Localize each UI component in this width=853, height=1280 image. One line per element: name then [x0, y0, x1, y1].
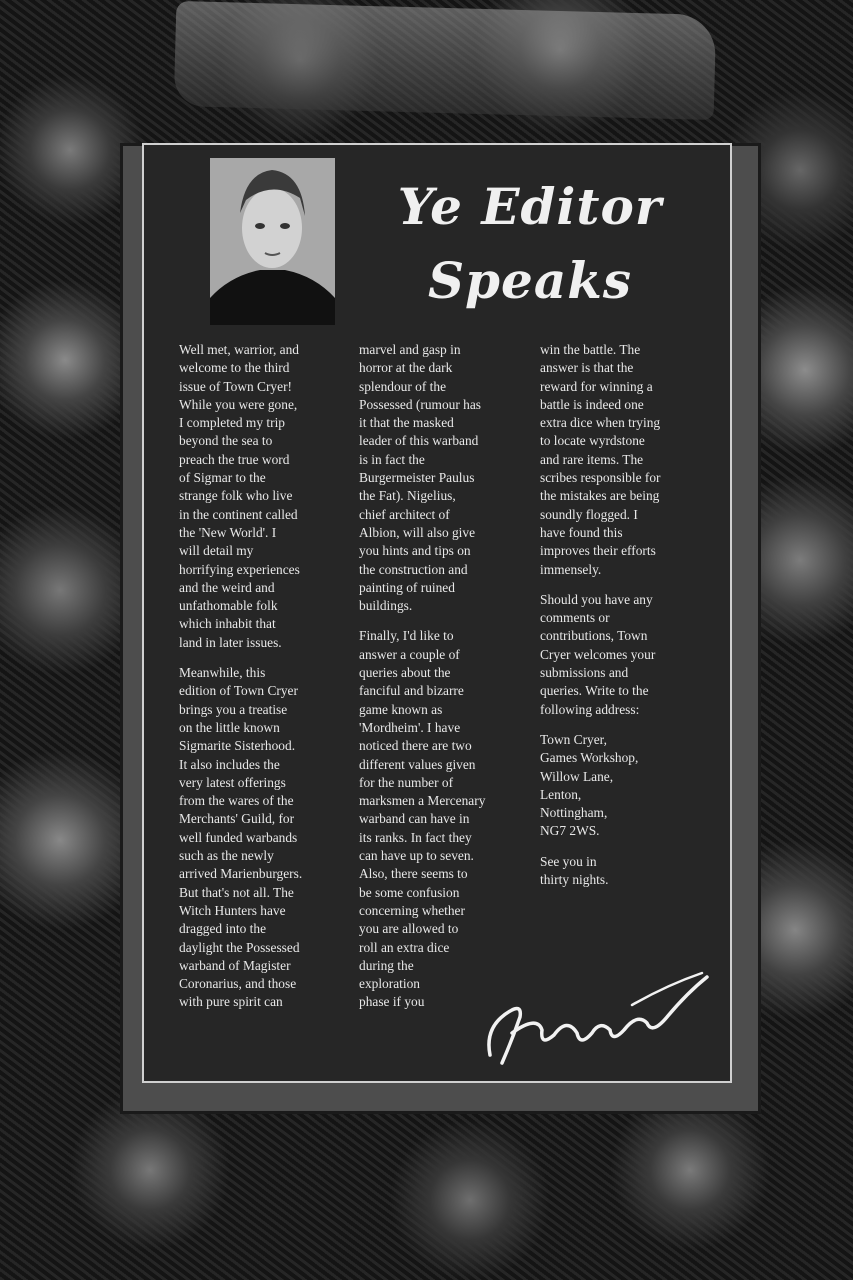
text-column-1 [179, 341, 347, 1024]
paragraph: marvel and gasp in horror at the dark splendour of the Possessed (rumour has it that the masked leader of this warband is in fact the Burgermeister Paulus the Fat). Nigelius, chief architect of Albion, will also give you hints and tips on the construction and painting of ruined buildings. [359, 342, 481, 614]
editor-photo [210, 158, 335, 325]
title-line-2: Speaks [427, 251, 633, 310]
editor-portrait-icon [210, 158, 335, 325]
paragraph: win the battle. The answer is that the reward for winning a battle is indeed one extra dice when trying to locate wyrdstone and rare items. The scribes responsible for the mistakes are being soundly flogged. I have found this improves their efforts immensely. [540, 342, 661, 577]
signature-scribble [482, 955, 712, 1070]
closing-line: See you in thirty nights. [540, 853, 609, 888]
page-title [370, 170, 690, 318]
paragraph: Meanwhile, this edition of Town Cryer brings you a treatise on the little known Sigmarite Sisterhood. It also includes the very latest offerings from the wares of the Merchants' Guild, for well funded warbands such as the newly arrived Marienburgers. But that's not all. The Witch Hunters have dragged into the daylight the Possessed warband of Magister Coronarius, and those with pure spirit can [179, 665, 303, 1010]
paragraph: Should you have any comments or contributions, Town Cryer welcomes your submissions and queries. Write to the following address: [540, 591, 656, 717]
top-scroll-banner [174, 1, 717, 120]
paragraph: Well met, warrior, and welcome to the third issue of Town Cryer! While you were gone, I completed my trip beyond the sea to preach the true word of Sigmar to the strange folk who live in the continent called the 'New World'. I will detail my horrifying experiences and the weird and unfathomable folk which inhabit that land in later issues. [179, 342, 300, 650]
paragraph: Finally, I'd like to answer a couple of queries about the fanciful and bizarre game known as 'Mordheim'. I have noticed there are two different values given for the number of marksmen a Mercenary warband can have in its ranks. In fact they can have up to seven. Also, there seems to be some confusion concerning whether you are allowed to roll an extra dice during the exploration phase if you [359, 628, 486, 1010]
text-column-3 [540, 341, 710, 901]
text-column-2 [359, 341, 527, 1024]
title-line-1: Ye Editor [397, 177, 663, 236]
address-block: Town Cryer, Games Workshop, Willow Lane, Lenton, Nottingham, NG7 2WS. [540, 731, 639, 839]
